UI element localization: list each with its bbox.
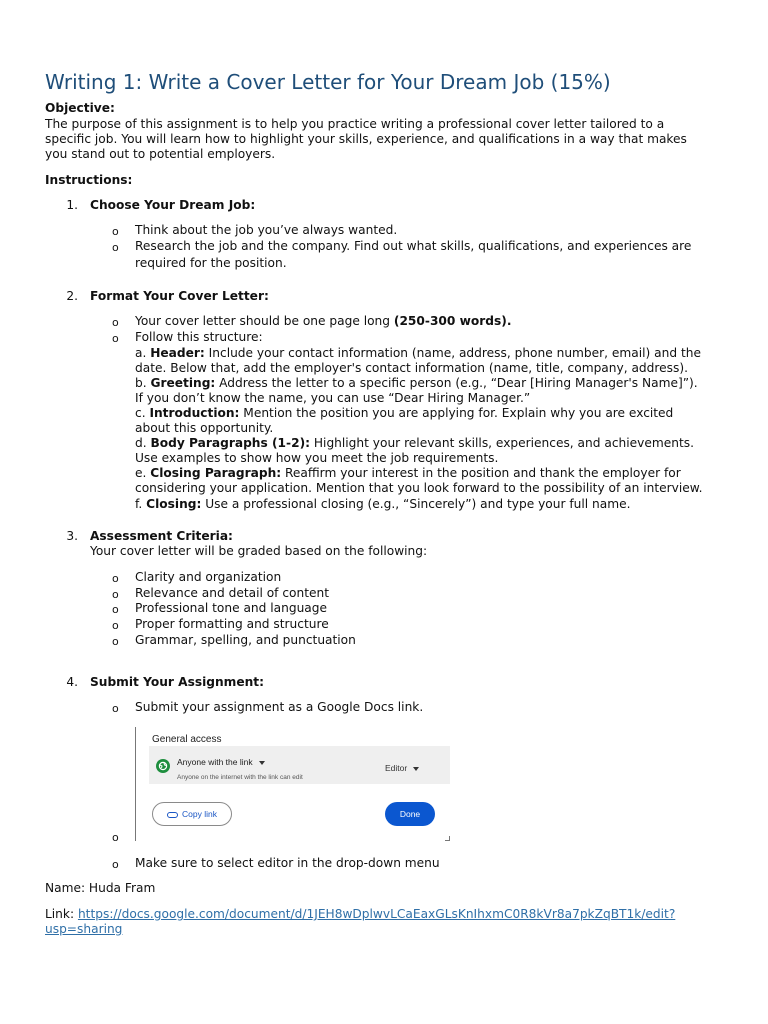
- structure-letter: e.: [135, 466, 151, 480]
- structure-closing-line: [135, 497, 728, 512]
- bullet-icon: o: [112, 588, 119, 601]
- done-button: Done: [385, 802, 435, 826]
- google-docs-link[interactable]: https://docs.google.com/document/d/1JEH8wDplwvLCaEaxGLsKnIhxmC0R8kVr8a7pkZqBT1k/edit?: [77, 907, 676, 921]
- link-label: Link:: [45, 907, 78, 921]
- objective-line-1: The purpose of this assignment is to help you practice writing a professional cover letter tailored to a: [45, 117, 665, 131]
- list-item: Think about the job you’ve always wanted.: [135, 223, 398, 237]
- structure-text: Include your contact information (name, address, phone number, email) and the: [204, 346, 701, 360]
- share-dialog-image: [135, 727, 450, 841]
- bullet-icon: o: [112, 831, 119, 844]
- structure-letter: c.: [135, 406, 150, 420]
- copy-link-label: Copy link: [182, 809, 217, 819]
- list-item: Research the job and the company. Find out what skills, qualifications, and experiences are: [135, 239, 692, 253]
- bullet-icon: o: [112, 619, 119, 632]
- caret-down-icon: [413, 767, 419, 771]
- list-item: Make sure to select editor in the drop-down menu: [135, 856, 440, 870]
- list-item-continued: required for the position.: [135, 256, 287, 270]
- link-line: [45, 907, 675, 922]
- objective-line-3: you stand out to potential employers.: [45, 147, 276, 161]
- structure-closing-paragraph-line-2: considering your application. Mention that you look forward to the possibility of an interview.: [135, 481, 703, 495]
- structure-letter: a.: [135, 346, 151, 360]
- list-item: [135, 314, 728, 329]
- structure-letter: d.: [135, 436, 151, 450]
- list-item: Submit your assignment as a Google Docs link.: [135, 700, 424, 714]
- role-dropdown: [385, 761, 419, 776]
- bullet-icon: o: [112, 241, 119, 254]
- instructions-heading: Instructions:: [45, 173, 133, 187]
- structure-introduction-line-2: about this opportunity.: [135, 421, 274, 435]
- step-number: 2.: [66, 289, 78, 303]
- structure-introduction-line: [135, 406, 728, 421]
- step-number: 4.: [66, 675, 78, 689]
- structure-term: Header:: [150, 346, 205, 360]
- structure-body-line-2: Use examples to show how you meet the job requirements.: [135, 451, 499, 465]
- bullet-icon: o: [112, 858, 119, 871]
- list-item: Follow this structure:: [135, 330, 263, 344]
- link-icon: [167, 812, 178, 818]
- google-docs-link-continued[interactable]: usp=sharing: [45, 922, 123, 936]
- bullet-icon: o: [112, 603, 119, 616]
- step-heading-submit: Submit Your Assignment:: [90, 675, 264, 689]
- structure-greeting-line: [135, 376, 728, 391]
- structure-text: Reaffirm your interest in the position and thank the employer for: [281, 466, 681, 480]
- step-number: 3.: [66, 529, 78, 543]
- step-heading-choose-job: Choose Your Dream Job:: [90, 198, 256, 212]
- list-item-text: Your cover letter should be one page long: [135, 314, 394, 328]
- structure-header-line: [135, 346, 728, 361]
- structure-body-line: [135, 436, 728, 451]
- criteria-item: Proper formatting and structure: [135, 617, 329, 631]
- structure-greeting-line-2: If you don’t know the name, you can use “Dear Hiring Manager.”: [135, 391, 531, 405]
- access-option-dropdown: [177, 755, 265, 770]
- bullet-icon: o: [112, 702, 119, 715]
- structure-term: Closing Paragraph:: [150, 466, 282, 480]
- globe-icon: [156, 759, 170, 773]
- structure-term: Introduction:: [149, 406, 240, 420]
- structure-text: Mention the position you are applying for. Explain why you are excited: [239, 406, 674, 420]
- criteria-item: Relevance and detail of content: [135, 586, 329, 600]
- bullet-icon: o: [112, 572, 119, 585]
- access-info-text: Anyone on the internet with the link can edit: [177, 774, 303, 781]
- structure-text: Address the letter to a specific person (e.g., “Dear [Hiring Manager's Name]”).: [215, 376, 698, 390]
- access-option-label: Anyone with the link: [177, 757, 253, 767]
- structure-term: Closing:: [146, 497, 202, 511]
- structure-term: Greeting:: [150, 376, 216, 390]
- criteria-item: Professional tone and language: [135, 601, 327, 615]
- structure-text: Use a professional closing (e.g., “Sincerely”) and type your full name.: [201, 497, 631, 511]
- structure-letter: f.: [135, 497, 147, 511]
- structure-header-line-2: date. Below that, add the employer's contact information (name, title, company, address).: [135, 361, 688, 375]
- structure-text: Highlight your relevant skills, experiences, and achievements.: [310, 436, 694, 450]
- bullet-icon: o: [112, 225, 119, 238]
- assessment-intro: Your cover letter will be graded based on the following:: [90, 544, 428, 558]
- step-heading-assessment: Assessment Criteria:: [90, 529, 233, 543]
- role-label: Editor: [385, 763, 408, 773]
- objective-heading: Objective:: [45, 101, 115, 115]
- structure-closing-paragraph-line: [135, 466, 728, 481]
- step-heading-format-letter: Format Your Cover Letter:: [90, 289, 269, 303]
- structure-letter: b.: [135, 376, 151, 390]
- bullet-icon: o: [112, 316, 119, 329]
- general-access-label: General access: [152, 734, 222, 745]
- page-title: Writing 1: Write a Cover Letter for Your Dream Job (15%): [45, 70, 611, 94]
- structure-term: Body Paragraphs (1-2):: [150, 436, 311, 450]
- word-count-emphasis: (250-300 words).: [393, 314, 512, 328]
- student-name: Name: Huda Fram: [45, 881, 156, 895]
- image-corner: [445, 836, 450, 841]
- caret-down-icon: [259, 761, 265, 765]
- step-number: 1.: [66, 198, 78, 212]
- criteria-item: Grammar, spelling, and punctuation: [135, 633, 356, 647]
- criteria-item: Clarity and organization: [135, 570, 282, 584]
- access-setting-row: [149, 746, 450, 784]
- objective-line-2: specific job. You will learn how to highlight your skills, experience, and qualifications in a way that makes: [45, 132, 687, 146]
- link-line-2: [45, 922, 122, 937]
- bullet-icon: o: [112, 635, 119, 648]
- bullet-icon: o: [112, 332, 119, 345]
- copy-link-button: [152, 802, 232, 826]
